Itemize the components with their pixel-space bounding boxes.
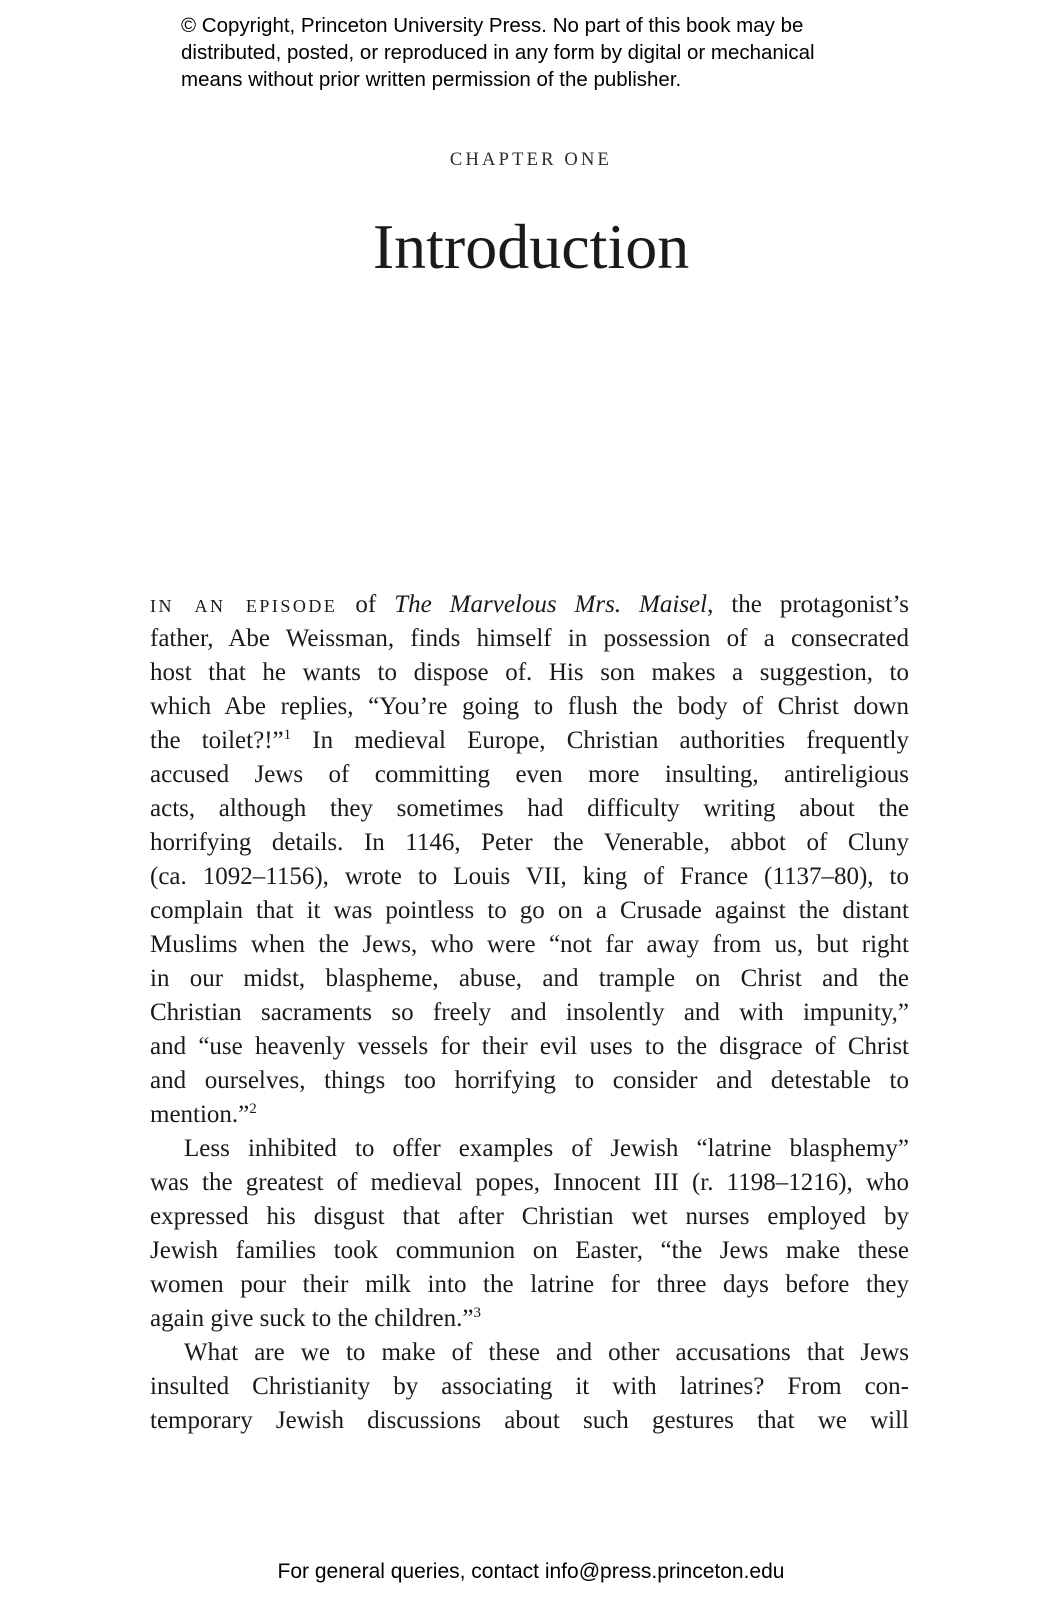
- copyright-line: means without prior written permission of the publisher.: [181, 68, 682, 91]
- text-line: acts, although they sometimes had difficulty writing about the: [150, 795, 909, 822]
- text-line: women pour their milk into the latrine for three days before they: [150, 1271, 909, 1298]
- text-line: in our midst, blaspheme, abuse, and trample on Christ and the: [150, 965, 909, 992]
- text-line: was the greatest of medieval popes, Innocent III (r. 1198–1216), who: [150, 1169, 909, 1196]
- footnote-ref[interactable]: 3: [473, 1305, 481, 1321]
- work-title: The Marvelous Mrs. Maisel: [394, 591, 708, 618]
- copyright-notice: [181, 12, 901, 93]
- footer-contact: For general queries, contact info@press.princeton.edu: [277, 1560, 785, 1583]
- text-line: expressed his disgust that after Christian wet nurses employed by: [150, 1203, 909, 1230]
- text-line: Muslims when the Jews, who were “not far away from us, but right: [150, 931, 909, 958]
- footnote-ref[interactable]: 1: [283, 727, 292, 743]
- text-line: temporary Jewish discussions about such gestures that we will: [150, 1407, 909, 1434]
- text-line: which Abe replies, “You’re going to flush the body of Christ down: [150, 693, 909, 720]
- copyright-line: distributed, posted, or reproduced in any form by digital or mechanical: [181, 41, 815, 64]
- text-line: Jewish families took communion on Easter, “the Jews make these: [150, 1237, 909, 1264]
- text-line: (ca. 1092–1156), wrote to Louis VII, king of France (1137–80), to: [150, 863, 909, 890]
- copyright-line: © Copyright, Princeton University Press. No part of this book may be: [181, 14, 804, 37]
- text-line: host that he wants to dispose of. His son makes a suggestion, to: [150, 659, 909, 686]
- text-line: again give suck to the children.”$^3$: [150, 1305, 481, 1332]
- text-line: and ourselves, things too horrifying to consider and detestable to: [150, 1067, 909, 1094]
- text-line: insulted Christianity by associating it with latrines? From con-: [150, 1373, 909, 1400]
- text-line: mention.”$^2$: [150, 1101, 257, 1128]
- text-line: the toilet?!”$^1$ In medieval Europe, Christian authorities frequently: [150, 727, 909, 754]
- text-line: in an episode of The Marvelous Mrs. Maisel, the protagonist’s: [150, 591, 909, 618]
- text-line: horrifying details. In 1146, Peter the Venerable, abbot of Cluny: [150, 829, 909, 856]
- chapter-title: Introduction: [372, 211, 690, 282]
- text-line: father, Abe Weissman, finds himself in possession of a consecrated: [150, 625, 909, 652]
- text-line: Christian sacraments so freely and insolently and with impunity,”: [150, 999, 909, 1026]
- text-line: accused Jews of committing even more insulting, antireligious: [150, 761, 909, 788]
- text-line: Less inhibited to offer examples of Jewish “latrine blasphemy”: [184, 1135, 909, 1162]
- chapter-body: [150, 588, 909, 1438]
- lead-in-smallcaps: in an episode: [150, 591, 338, 618]
- footnote-ref[interactable]: 2: [249, 1101, 257, 1117]
- text-line: and “use heavenly vessels for their evil uses to the disgrace of Christ: [150, 1033, 909, 1060]
- text-line: complain that it was pointless to go on a Crusade against the distant: [150, 897, 909, 924]
- chapter-label: CHAPTER ONE: [449, 150, 613, 170]
- text-line: What are we to make of these and other accusations that Jews: [184, 1339, 909, 1366]
